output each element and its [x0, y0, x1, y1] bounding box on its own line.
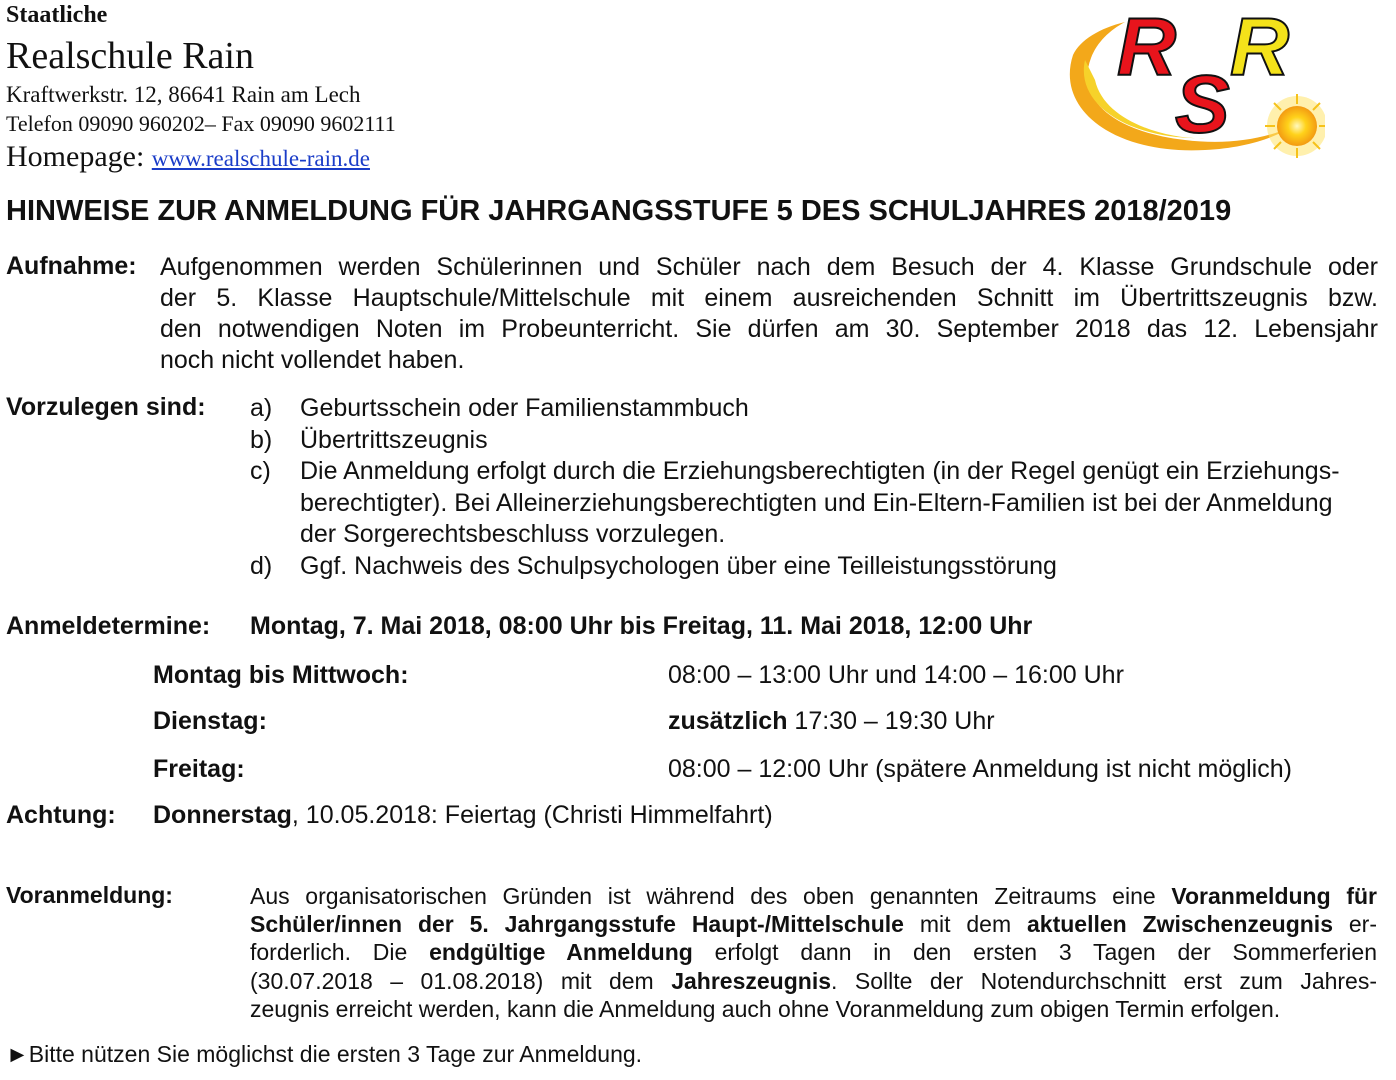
termin-time: [668, 707, 995, 736]
voranmeldung-segment: Schüler/innen der 5. Jahrgangsstufe Haupt-/Mittelschule: [250, 911, 904, 938]
vorzulegen-item-text: Übertrittszeugnis: [300, 425, 488, 454]
anmeldetermine-label: Anmeldetermine:: [6, 612, 211, 640]
vorzulegen-item: [250, 551, 1360, 583]
homepage-line: [6, 140, 370, 174]
vorzulegen-item: [250, 519, 1360, 551]
aufnahme-line: Aufgenommen werden Schülerinnen und Schüler nach dem Besuch der 4. Klasse Grundschule oder: [160, 253, 1378, 281]
termin-day: Dienstag:: [153, 707, 267, 735]
achtung-detail: , 10.05.2018: Feiertag (Christi Himmelfahrt): [291, 801, 773, 829]
achtung-text: [153, 801, 773, 830]
aufnahme-line: noch nicht vollendet haben.: [160, 346, 465, 374]
voranmeldung-segment: er-: [1333, 911, 1377, 938]
homepage-label: Homepage:: [6, 140, 145, 173]
vorzulegen-item: [250, 425, 1360, 457]
logo-letter-s: S: [1175, 59, 1230, 150]
logo-letter-r2: R: [1230, 2, 1290, 93]
voranmeldung-text: [250, 882, 1377, 1023]
logo-letter-r1: R: [1117, 2, 1177, 93]
achtung-label: Achtung:: [6, 801, 116, 829]
voranmeldung-segment: Voranmeldung für: [1171, 883, 1377, 909]
voranmeldung-segment: . Sollte der Notendurchschnitt erst zum Jahres-: [831, 967, 1378, 994]
termin-time: [668, 755, 1292, 784]
vorzulegen-item-letter: b): [250, 425, 273, 454]
aufnahme-line: den notwendigen Noten im Probeunterricht. Sie dürfen am 30. September 2018 das 12. Lebensjahr: [160, 315, 1378, 343]
termin-time: [668, 661, 1124, 690]
achtung-day: Donnerstag: [153, 801, 292, 829]
school-name: Realschule Rain: [6, 35, 254, 77]
voranmeldung-segment: mit dem: [903, 911, 1027, 938]
aufnahme-text: [160, 252, 1378, 376]
termin-time-prefix: zusätzlich: [668, 707, 788, 735]
termin-day: Montag bis Mittwoch:: [153, 661, 409, 689]
termin-day: Freitag:: [153, 755, 245, 783]
voranmeldung-segment: endgültige Anmeldung: [429, 939, 693, 966]
voranmeldung-segment: (30.07.2018 – 01.08.2018) mit dem: [250, 967, 672, 994]
voranmeldung-line: [250, 938, 1377, 966]
voranmeldung-segment: Jahreszeugnis: [671, 967, 832, 994]
vorzulegen-item-letter: [250, 488, 300, 520]
vorzulegen-item-letter: c): [250, 457, 271, 485]
anmeldetermine-range: Montag, 7. Mai 2018, 08:00 Uhr bis Freitag, 11. Mai 2018, 12:00 Uhr: [250, 612, 1033, 640]
voranmeldung-segment: aktuellen Zwischenzeugnis: [1026, 911, 1333, 938]
page-title: HINWEISE ZUR ANMELDUNG FÜR JAHRGANGSSTUFE 5 DES SCHULJAHRES 2018/2019: [6, 195, 1232, 227]
voranmeldung-segment: Aus organisatorischen Gründen ist während des oben genannten Zeitraums eine: [250, 883, 1172, 909]
aufnahme-line: der 5. Klasse Hauptschule/Mittelschule mit einem ausreichenden Schnitt im Übertrittszeugnis bzw.: [160, 284, 1378, 312]
voranmeldung-line: [250, 995, 1377, 1023]
triangle-bullet-icon: ►: [6, 1041, 29, 1067]
vorzulegen-item: [250, 456, 1360, 488]
vorzulegen-item: [250, 488, 1360, 520]
voranmeldung-segment: erfolgt dann in den ersten 3 Tagen der Sommerferien: [692, 939, 1377, 966]
termin-time-text: 17:30 – 19:30 Uhr: [787, 707, 995, 735]
vorzulegen-item-letter: [250, 519, 300, 551]
voranmeldung-line: [250, 967, 1377, 995]
school-phone-fax: Telefon 09090 960202– Fax 09090 9602111: [6, 111, 396, 136]
termin-time-text: 08:00 – 13:00 Uhr und 14:00 – 16:00 Uhr: [668, 661, 1124, 689]
header-line-staatliche: Staatliche: [6, 2, 108, 28]
voranmeldung-segment: forderlich. Die: [250, 939, 430, 966]
vorzulegen-item: [250, 393, 1360, 425]
vorzulegen-item-text: Geburtsschein oder Familienstammbuch: [300, 394, 749, 422]
footer-text: Bitte nützen Sie möglichst die ersten 3 Tage zur Anmeldung.: [28, 1041, 643, 1067]
vorzulegen-item-text: berechtigter). Bei Alleinerziehungsberechtigten und Ein-Eltern-Familien ist bei der Anmeldung: [300, 488, 1333, 517]
vorzulegen-item-letter: d): [250, 551, 273, 580]
voranmeldung-line: [250, 882, 1377, 910]
school-address: Kraftwerkstr. 12, 86641 Rain am Lech: [6, 82, 361, 107]
footer-note: [6, 1041, 642, 1068]
vorzulegen-item-letter: a): [250, 394, 273, 422]
homepage-link[interactable]: www.realschule-rain.de: [151, 146, 370, 171]
vorzulegen-item-text: der Sorgerechtsbeschluss vorzulegen.: [300, 520, 726, 548]
vorzulegen-list: [250, 393, 1360, 582]
voranmeldung-segment: zeugnis erreicht werden, kann die Anmeldung auch ohne Voranmeldung zum obigen Termin erfolgen.: [250, 995, 1281, 1022]
vorzulegen-item-text: Ggf. Nachweis des Schulpsychologen über eine Teilleistungsstörung: [300, 551, 1057, 580]
logo-sun: [1265, 94, 1325, 158]
voranmeldung-label: Voranmeldung:: [6, 882, 173, 908]
vorzulegen-label: Vorzulegen sind:: [6, 393, 206, 421]
school-logo: [1055, 0, 1325, 168]
aufnahme-label: Aufnahme:: [6, 252, 137, 280]
voranmeldung-line: [250, 910, 1377, 938]
termin-time-text: 08:00 – 12:00 Uhr (spätere Anmeldung ist nicht möglich): [668, 755, 1292, 783]
vorzulegen-item-text: Die Anmeldung erfolgt durch die Erziehungsberechtigten (in der Regel genügt ein Erziehungs-: [300, 457, 1340, 485]
